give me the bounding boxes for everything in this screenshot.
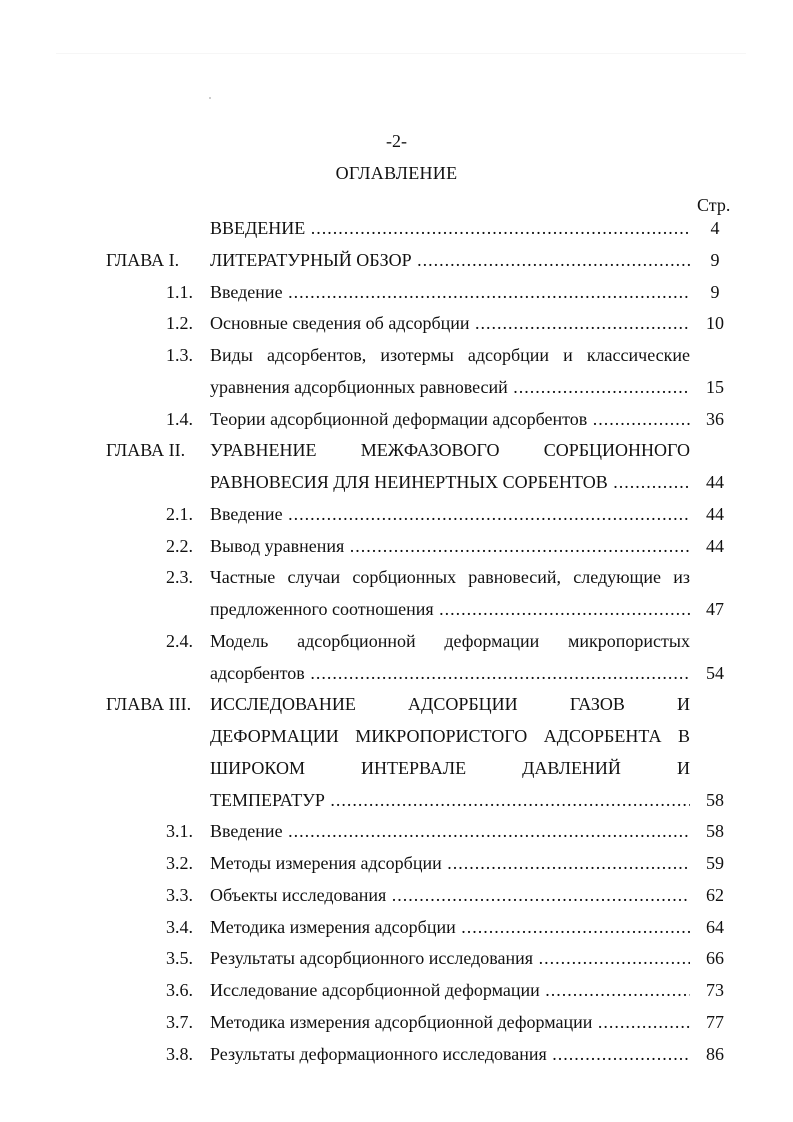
- toc-line: [0, 213, 793, 243]
- section-number: 2.1.: [166, 503, 193, 524]
- toc-page-number: 77: [706, 1011, 724, 1032]
- toc-entry-title[interactable]: Введение .....: [210, 277, 690, 307]
- toc-entry-title[interactable]: УРАВНЕНИЕ МЕЖФАЗОВОГО СОРБЦИОННОГО: [210, 440, 690, 461]
- section-number: 1.1.: [166, 281, 193, 302]
- section-number: 1.2.: [166, 313, 193, 334]
- section-number: 3.3.: [166, 884, 193, 905]
- section-number: 3.4.: [166, 916, 193, 937]
- toc-entry-title[interactable]: Методика измерения адсорбционной деформации .....: [210, 1007, 690, 1037]
- toc-entry-title[interactable]: ЛИТЕРАТУРНЫЙ ОБЗОР .....: [210, 245, 690, 275]
- toc-line: [0, 1007, 793, 1037]
- toc-entry-title[interactable]: Результаты деформационного исследования .....: [210, 1039, 690, 1069]
- section-number: 3.7.: [166, 1011, 193, 1032]
- toc-line: [0, 435, 793, 465]
- toc-entry-title[interactable]: РАВНОВЕСИЯ ДЛЯ НЕИНЕРТНЫХ СОРБЕНТОВ .....: [210, 467, 690, 497]
- toc-entry-title[interactable]: Введение .....: [210, 499, 690, 529]
- page-title: ОГЛАВЛЕНИЕ: [335, 163, 458, 183]
- toc-line: [0, 308, 793, 338]
- toc-line: [0, 245, 793, 275]
- section-number: 3.6.: [166, 980, 193, 1000]
- toc-line: [0, 1039, 793, 1069]
- chapter-label: ГЛАВА III.: [106, 694, 192, 715]
- toc-line: [0, 277, 793, 307]
- toc-line: [0, 785, 793, 815]
- toc-line: [0, 594, 793, 624]
- toc-line: [0, 880, 793, 910]
- toc-entry-title[interactable]: Методы измерения адсорбции .....: [210, 848, 690, 878]
- toc-entry-title[interactable]: предложенного соотношения .....: [210, 594, 690, 624]
- section-number: 2.2.: [166, 535, 193, 556]
- toc-page-number: 44: [706, 535, 724, 556]
- toc-entry-title[interactable]: Теории адсорбционной деформации адсорбентов .....: [210, 404, 690, 434]
- toc-page-number: 58: [706, 821, 724, 842]
- section-number: 2.3.: [166, 567, 193, 588]
- toc-line: [0, 340, 793, 370]
- toc-page-number: 62: [706, 884, 724, 905]
- toc-line: [0, 689, 793, 719]
- toc-entry-title[interactable]: Вывод уравнения .....: [210, 531, 690, 561]
- chapter-label: ГЛАВА I.: [106, 249, 180, 270]
- toc-line: [0, 753, 793, 783]
- toc-entry-title[interactable]: Методика измерения адсорбции .....: [210, 912, 690, 942]
- section-number: 3.5.: [166, 948, 193, 969]
- toc-line: [0, 562, 793, 592]
- toc-line: [0, 658, 793, 688]
- section-number: 3.8.: [166, 1043, 193, 1064]
- section-number: 3.2.: [166, 853, 193, 873]
- toc-page-number: 15: [706, 376, 724, 397]
- toc-entry-title[interactable]: Объекты исследования .....: [210, 880, 690, 910]
- toc-entry-title[interactable]: Модель адсорбционной деформации микропористых: [210, 630, 690, 651]
- toc-page-number: 66: [706, 948, 724, 969]
- toc-line: [0, 721, 793, 751]
- toc-line: [0, 848, 793, 878]
- toc-entry-title[interactable]: ШИРОКОМ ИНТЕРВАЛЕ ДАВЛЕНИЙ И: [210, 757, 690, 778]
- toc-page-number: 47: [706, 599, 724, 619]
- page-column-header: Стр.: [697, 195, 731, 215]
- toc-page-number: 58: [706, 789, 724, 810]
- toc-entry-title[interactable]: Введение .....: [210, 816, 690, 846]
- toc-entry-title[interactable]: ДЕФОРМАЦИИ МИКРОПОРИСТОГО АДСОРБЕНТА В: [210, 726, 690, 746]
- toc-page-number: 73: [706, 980, 724, 1000]
- toc-page-number: 9: [710, 249, 720, 270]
- toc-line: [0, 626, 793, 656]
- section-number: 1.4.: [166, 408, 193, 429]
- toc-entry-title[interactable]: Виды адсорбентов, изотермы адсорбции и классические: [210, 345, 690, 365]
- toc-entry-title[interactable]: Результаты адсорбционного исследования .....: [210, 943, 690, 973]
- toc-line: [0, 912, 793, 942]
- toc-entry-title[interactable]: уравнения адсорбционных равновесий .....: [210, 372, 690, 402]
- toc-page-number: 4: [710, 218, 720, 238]
- toc-page-number: 10: [706, 313, 724, 334]
- page-number: -2-: [386, 131, 407, 151]
- toc-line: [0, 975, 793, 1005]
- toc-entry-title[interactable]: Исследование адсорбционной деформации .....: [210, 975, 690, 1005]
- toc-entry-title[interactable]: Частные случаи сорбционных равновесий, следующие из: [210, 567, 690, 588]
- toc-page-number: 64: [706, 916, 724, 937]
- toc-entry-title[interactable]: ВВЕДЕНИЕ .....: [210, 213, 690, 243]
- toc-line: [0, 372, 793, 402]
- toc-line: [0, 943, 793, 973]
- chapter-label: ГЛАВА II.: [106, 440, 186, 461]
- toc-page-number: 36: [706, 408, 724, 429]
- toc-line: [0, 499, 793, 529]
- toc-page-number: 59: [706, 853, 724, 873]
- toc-page-number: 54: [706, 662, 724, 683]
- toc-page-number: 9: [710, 281, 720, 302]
- toc-line: [0, 404, 793, 434]
- section-number: 3.1.: [166, 821, 193, 842]
- toc-entry-title[interactable]: ТЕМПЕРАТУР .....: [210, 785, 690, 815]
- toc-entry-title[interactable]: Основные сведения об адсорбции .....: [210, 308, 690, 338]
- toc-page-number: 86: [706, 1043, 724, 1064]
- toc-line: [0, 467, 793, 497]
- toc-entry-title[interactable]: адсорбентов .....: [210, 658, 690, 688]
- section-number: 2.4.: [166, 630, 193, 651]
- section-number: 1.3.: [166, 345, 193, 365]
- toc-line: [0, 816, 793, 846]
- toc-page-number: 44: [706, 472, 724, 492]
- toc-page-number: 44: [706, 503, 724, 524]
- toc-entry-title[interactable]: ИССЛЕДОВАНИЕ АДСОРБЦИИ ГАЗОВ И: [210, 694, 690, 715]
- toc-line: [0, 531, 793, 561]
